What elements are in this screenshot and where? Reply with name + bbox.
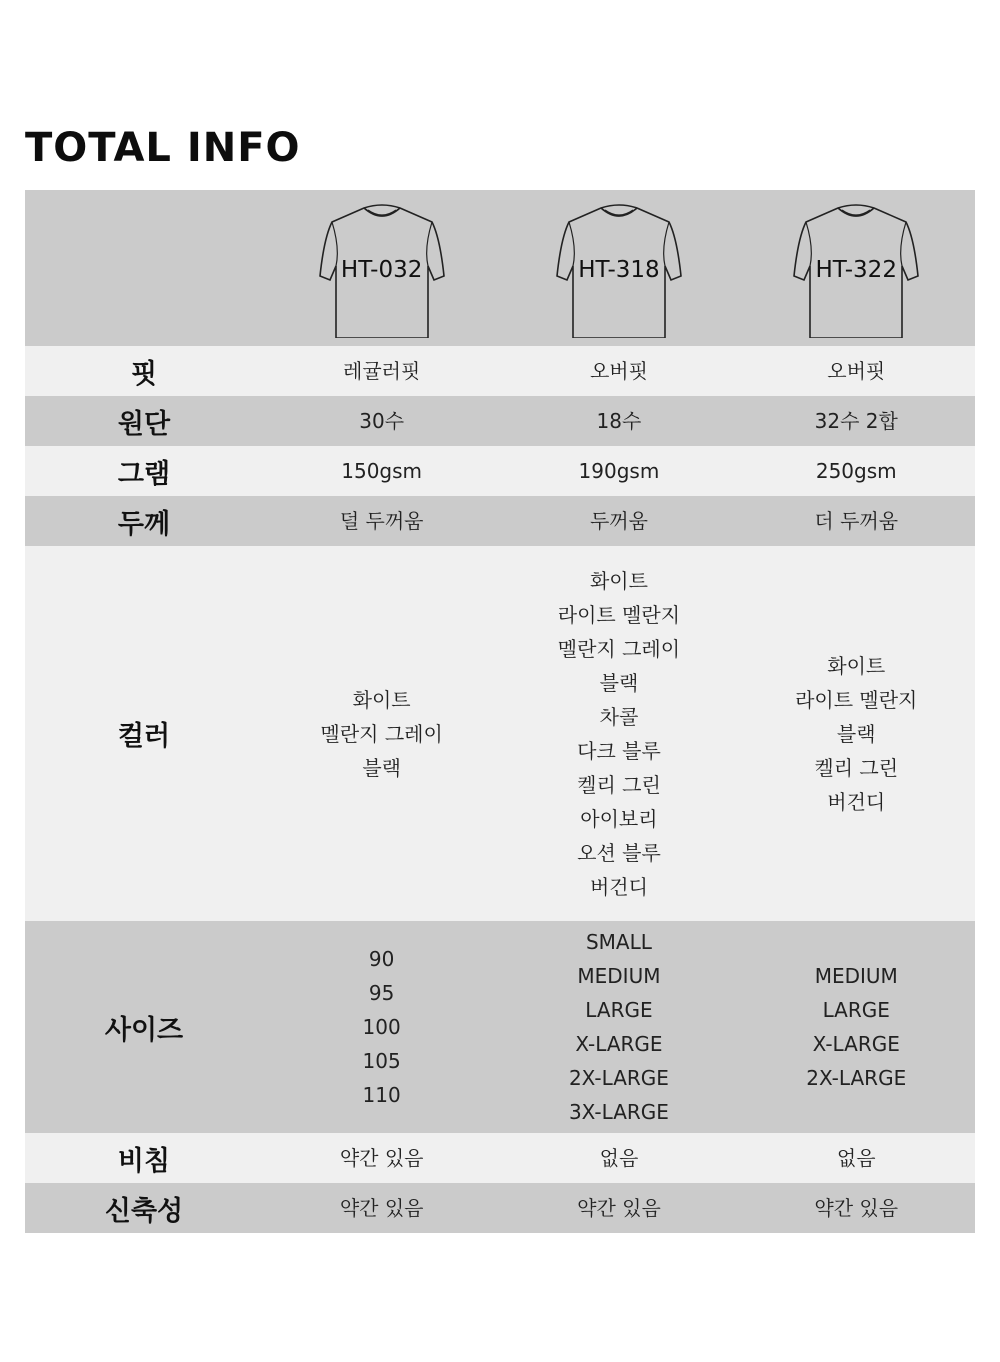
value-text: 블랙: [362, 755, 401, 780]
value-cell: [263, 546, 500, 921]
spec-row-color: [25, 546, 975, 921]
tshirt-icon: [786, 198, 926, 338]
value-text: 버건디: [827, 789, 886, 814]
spec-row-fit: [25, 346, 975, 396]
row-label: 신축성: [104, 1195, 184, 1227]
value-text: 블랙: [599, 670, 639, 695]
spec-row-size: [25, 921, 975, 1133]
value-text: LARGE: [585, 998, 653, 1022]
value-text: 차콜: [599, 704, 639, 729]
value-text: 없음: [836, 1146, 876, 1170]
value-text: 없음: [599, 1146, 639, 1170]
value-text: 3X-LARGE: [568, 1100, 669, 1124]
product-header-row: [25, 190, 975, 346]
value-text: 라이트 멜란지: [557, 602, 681, 627]
value-cell: [263, 396, 500, 446]
value-text: 멜란지 그레이: [557, 636, 681, 661]
value-cell: [500, 346, 737, 396]
header-empty-cell: [25, 190, 263, 346]
value-cell: [500, 446, 737, 496]
value-text: 약간 있음: [814, 1196, 899, 1220]
value-text: 두꺼움: [589, 509, 648, 533]
value-text: 95: [368, 981, 395, 1005]
row-label: 그램: [117, 458, 171, 490]
value-cell: [738, 346, 975, 396]
value-text: 약간 있음: [339, 1146, 424, 1170]
value-text: 아이보리: [580, 806, 658, 831]
row-label: 원단: [117, 408, 171, 440]
value-cell: [263, 496, 500, 546]
value-text: 다크 블루: [577, 738, 661, 763]
value-text: MEDIUM: [577, 964, 661, 988]
value-cell: [500, 496, 737, 546]
value-text: 250gsm: [815, 459, 897, 483]
spec-row-stretch: [25, 1183, 975, 1233]
spec-row-fabric: [25, 396, 975, 446]
value-cell: [500, 546, 737, 921]
value-cell: [500, 1133, 737, 1183]
product-cell: [263, 190, 500, 346]
value-text: 2X-LARGE: [806, 1066, 907, 1090]
value-text: 덜 두꺼움: [339, 509, 424, 533]
page-title: TOTAL INFO: [25, 125, 301, 171]
value-text: 100: [362, 1015, 401, 1039]
value-text: 약간 있음: [339, 1196, 424, 1220]
value-cell: [500, 396, 737, 446]
value-text: 켈리 그린: [577, 772, 661, 797]
value-text: 오션 블루: [577, 840, 661, 865]
product-cell: [738, 190, 975, 346]
value-text: X-LARGE: [575, 1032, 663, 1056]
value-cell: [738, 921, 975, 1133]
value-cell: [738, 396, 975, 446]
value-text: 30수: [359, 409, 405, 433]
value-text: 블랙: [836, 721, 876, 746]
value-text: 멜란지 그레이: [320, 721, 443, 746]
value-cell: [500, 921, 737, 1133]
spec-row-thickness: [25, 496, 975, 546]
spec-table: [25, 190, 975, 1233]
value-text: 190gsm: [578, 459, 660, 483]
value-text: 오버핏: [589, 359, 648, 383]
value-cell: [500, 1183, 737, 1233]
value-cell: [738, 1133, 975, 1183]
product-code: HT-318: [578, 257, 660, 283]
value-cell: [263, 1133, 500, 1183]
value-text: 라이트 멜란지: [795, 687, 918, 712]
value-cell: [738, 1183, 975, 1233]
product-code: HT-322: [815, 257, 897, 283]
tshirt-icon: [549, 198, 689, 338]
value-cell: [738, 496, 975, 546]
row-label: 두께: [117, 508, 171, 540]
value-cell: [263, 346, 500, 396]
spec-row-sheerness: [25, 1133, 975, 1183]
value-cell: [738, 546, 975, 921]
value-text: 18수: [596, 409, 642, 433]
value-text: 2X-LARGE: [568, 1066, 669, 1090]
row-label: 비침: [117, 1145, 171, 1177]
value-text: 90: [368, 947, 395, 971]
value-text: 약간 있음: [577, 1196, 661, 1220]
value-text: MEDIUM: [814, 964, 898, 988]
value-text: 버건디: [589, 874, 648, 899]
row-label: 핏: [130, 358, 158, 390]
value-text: SMALL: [585, 930, 652, 954]
tshirt-icon: [312, 198, 452, 338]
value-text: 105: [362, 1049, 401, 1073]
value-text: LARGE: [822, 998, 890, 1022]
value-cell: [263, 446, 500, 496]
value-text: X-LARGE: [812, 1032, 900, 1056]
value-text: 더 두꺼움: [814, 509, 899, 533]
product-cell: [500, 190, 737, 346]
value-text: 150gsm: [341, 459, 423, 483]
value-text: 오버핏: [827, 359, 886, 383]
value-cell: [738, 446, 975, 496]
value-text: 켈리 그린: [814, 755, 899, 780]
spec-row-weight: [25, 446, 975, 496]
value-text: 화이트: [352, 687, 411, 712]
value-text: 32수 2합: [814, 409, 898, 433]
product-code: HT-032: [340, 257, 423, 283]
value-cell: [263, 921, 500, 1133]
value-text: 110: [362, 1083, 401, 1107]
value-text: 화이트: [589, 568, 648, 593]
row-label: 사이즈: [104, 1014, 184, 1046]
value-cell: [263, 1183, 500, 1233]
value-text: 화이트: [827, 653, 886, 678]
row-label: 컬러: [117, 721, 171, 752]
value-text: 레귤러핏: [343, 359, 421, 383]
